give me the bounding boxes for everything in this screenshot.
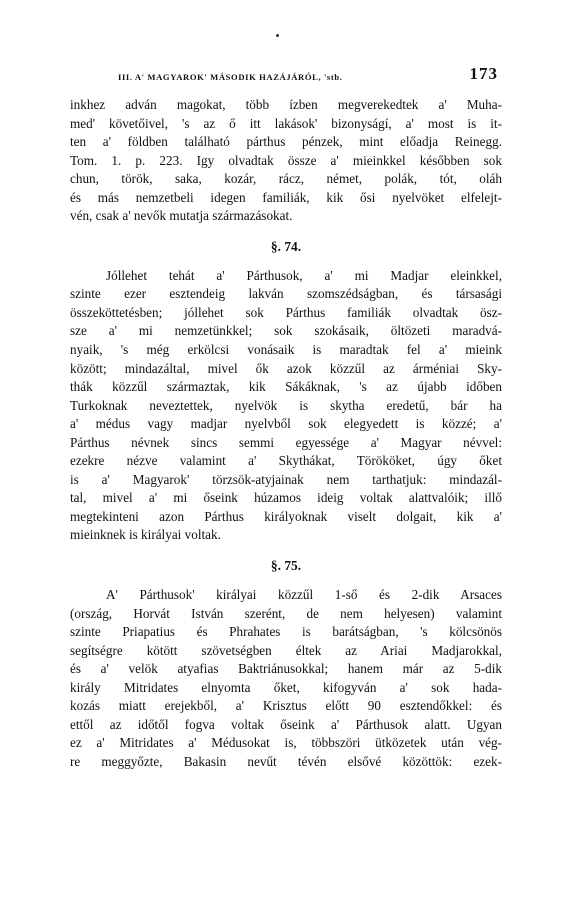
- text-line: és más nemzetbeli idegen familiák, kik ősi nyelvöket elfelejt-: [70, 189, 502, 205]
- printer-mark-dot: [276, 34, 279, 37]
- text-line: kozás miatt erejekből, a' Krisztus előtt 90 esztendőkkel: és: [70, 698, 502, 714]
- text-line: megtekinteni azon Párthus királyoknak viselt dolgait, kik a': [70, 508, 502, 524]
- section-heading-74: §. 74.: [270, 238, 302, 254]
- page-body: [70, 96, 502, 772]
- section-heading-75: §. 75.: [270, 558, 302, 574]
- paragraph-3: [70, 586, 502, 771]
- text-line: király Mitridates elnyomta őket, kifogyván a' sok hada-: [70, 679, 502, 695]
- text-line: thák közzűl származtak, kik Sákáknak, 's az újabb időben: [70, 379, 502, 395]
- text-line: Turkoknak neveztettek, nyelvök is skytha eredetű, bár ha: [70, 397, 502, 413]
- text-line: inkhez adván magokat, több ízben megverekedtek a' Muha-: [70, 97, 502, 112]
- text-line: chun, török, saka, kozár, rácz, német, polák, tót, oláh: [70, 171, 502, 187]
- page-number: 173: [469, 64, 498, 83]
- text-line: ez a' Mitridates a' Médusokat is, többszöri ütközetek után vég-: [70, 735, 502, 751]
- text-line: mieinknek is királyai voltak.: [70, 527, 221, 543]
- text-line: A' Párthusok' királyai közzűl 1-ső és 2-dik Arsaces: [106, 587, 502, 603]
- text-line: és a' velök atyafias Baktriánusokkal; hanem már az 5-dik: [70, 661, 502, 677]
- text-line: szinte Priapatius és Phrahates is barátságban, 's kölcsönös: [70, 624, 502, 640]
- text-line: ten a' földben található párthus pénzek, mint előadja Reinegg.: [70, 134, 502, 150]
- text-line: ettől az időtől fogva voltak őseink a' Párthusok alatt. Ugyan: [70, 716, 502, 732]
- text-line: a' médus vagy madjar nyelvből sok elegyedett is közzé; a': [70, 416, 502, 432]
- text-line: nyaik, 's még erkölcsi vonásaik is maradtak fel a' mieink: [70, 342, 502, 358]
- text-line: is a' Magyarok' törzsök-atyjainak nem tarthatjuk: mindazál-: [70, 471, 502, 487]
- running-head-title: III. A' MAGYAROK' MÁSODIK HAZÁJÁRÓL, 'stb.: [118, 72, 343, 82]
- text-line: Tom. 1. p. 223. Igy olvadtak össze a' mieinkkel későbben sok: [70, 152, 502, 168]
- text-line: között; mindazáltal, mivel ők azok közzűl az árméniai Sky-: [70, 360, 502, 376]
- running-head: [118, 64, 498, 88]
- paragraph-1: [70, 96, 502, 226]
- text-line: Jóllehet tehát a' Párthusok, a' mi Madjar eleinkkel,: [106, 267, 502, 283]
- text-line: szinte ezer esztendeig lakván szomszédságban, és társasági: [70, 286, 502, 302]
- text-line: segítségre kötött szövetségben éltek az Ariai Madjarokkal,: [70, 642, 502, 658]
- text-line: összeköttetésben; jóllehet sok Párthus familiák olvadtak ösz-: [70, 304, 502, 320]
- text-line: re meggyőzte, Bakasin nevűt tévén elsővé közöttök: ezek-: [70, 753, 502, 769]
- text-line: tal, mivel a' mi őseink húzamos ideig voltak alattvalóik; illő: [70, 490, 502, 506]
- text-line: Párthus névnek sincs semmi egyessége a' Magyar névvel:: [70, 434, 502, 450]
- text-line: ezekre nézve valamint a' Skythákat, Törököket, úgy őket: [70, 453, 502, 469]
- paragraph-2: [70, 267, 502, 545]
- text-line: vén, csak a' nevők mutatja származásokat.: [70, 208, 293, 224]
- text-line: sze a' mi nemzetünkkel; sok szokásaik, öltözeti maradvá-: [70, 323, 502, 339]
- text-line: med' követőivel, 's az ő itt lakások' bizonyságí, a' most is it-: [70, 115, 502, 131]
- text-line: (ország, Horvát István szerént, de nem helyesen) valamint: [70, 605, 502, 621]
